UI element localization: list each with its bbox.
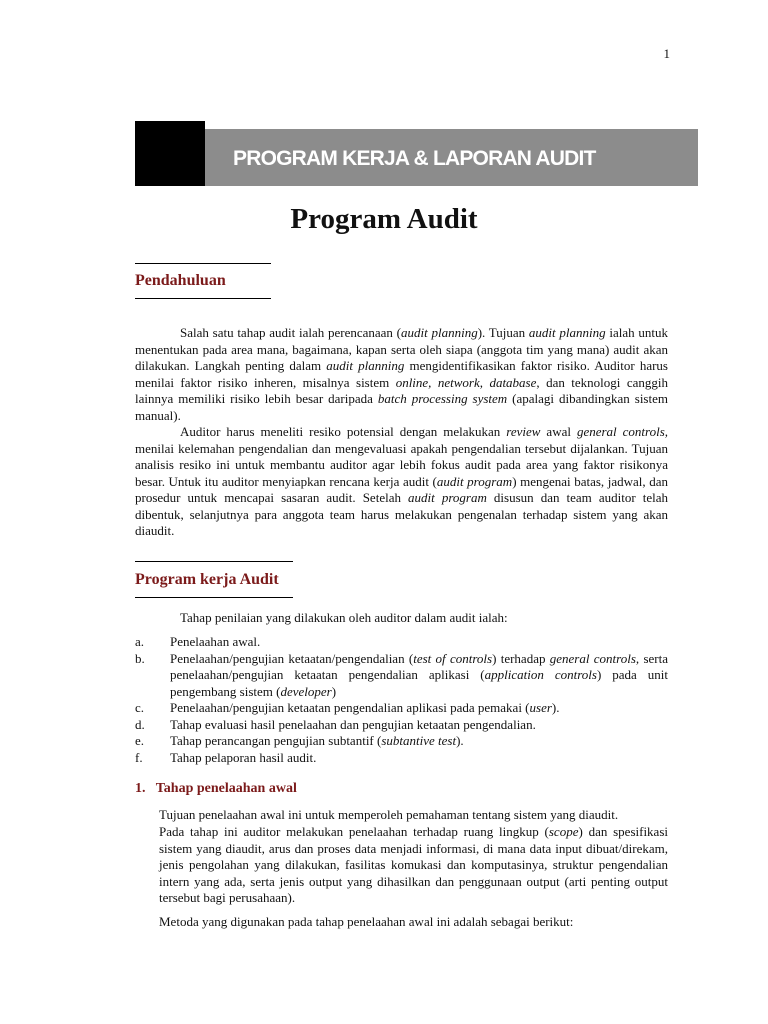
list-item [135, 700, 668, 717]
heading-rule-bottom [135, 298, 271, 299]
text-run: menilai kelemahan pengendalian dan mengevaluasi apakah pengendalian tersebut dijalankan. Tujuan analisis resiko ini untuk membantu auditor agar lebih fokus audit pada area yang faktor risikonya besar. Untuk itu auditor menyiapkan rencana kerja audit ( [135, 440, 668, 489]
section-heading-program-kerja: Program kerja Audit [135, 571, 279, 588]
page-title: Program Audit [290, 203, 478, 235]
text-run: ). [456, 733, 464, 748]
subsection-line-3: Metoda yang digunakan pada tahap penelaahan awal ini adalah sebagai berikut: [159, 914, 574, 929]
banner-white-stripe [205, 121, 698, 129]
list-marker: d. [135, 716, 145, 732]
list-item [135, 733, 668, 750]
text-run: Auditor harus meneliti resiko potensial dengan melakukan [180, 424, 507, 439]
text-run: Tahap evaluasi hasil penelaahan dan pengujian ketaatan pengendalian. [170, 716, 536, 732]
text-run: Penelaahan/pengujian ketaatan/pengendalian ( [170, 650, 414, 666]
text-run: ). [551, 700, 560, 715]
text-run: Tahap perancangan pengujian subtantif ( [170, 733, 382, 748]
list-marker: a. [135, 634, 145, 649]
list-marker: f. [135, 749, 143, 765]
text-run: ) mengenai batas, jadwal, dan prosedur untuk mencapai sasaran audit. Setelah [135, 473, 669, 505]
section-heading-pendahuluan: Pendahuluan [135, 272, 226, 289]
text-run: ialah untuk menentukan pada area mana, bagaimana, kapan serta oleh siapa (anggota tim yang mana) audit akan dilakukan. Langkah penting dalam [135, 325, 668, 373]
italic-term: batch processing system [377, 391, 508, 406]
text-run: Penelaahan awal. [170, 634, 261, 649]
italic-term: review [506, 424, 541, 439]
italic-term: application controls [484, 667, 597, 682]
italic-term: general controls, [549, 650, 640, 666]
italic-term: audit program [408, 490, 487, 505]
text-run: Penelaahan/pengujian ketaatan pengendalian aplikasi pada pemakai ( [170, 700, 530, 715]
italic-term: test of controls [413, 650, 493, 666]
text-run: (apalagi dibandingkan sistem manual). [135, 391, 668, 423]
italic-term: audit planning [401, 325, 478, 340]
list-item [135, 750, 668, 767]
list-marker: c. [135, 700, 145, 715]
page-number: 1 [663, 46, 670, 61]
list-marker: b. [135, 650, 145, 666]
text-run: , dan teknologi canggih lainnya memiliki risiko lebih besar daripada [135, 374, 668, 406]
audit-stages-list [135, 634, 668, 766]
italic-term: scope [548, 824, 579, 839]
text-run: disusun dan team auditor telah dibentuk, selanjutnya para anggota team harus melakukan pengenalan terhadap sistem yang akan diaudit. [135, 490, 668, 538]
subsection-paragraph-2 [159, 824, 668, 907]
text-run: ) dan spesifikasi sistem yang diaudit, arus dan proses data menjadi informasi, di mana data input dibuat/direkam, jenis pengolahan yang dilakukan, fasilitas komukasi dan komputasinya, struktur pengendalian intern yang ada, serta jenis output yang dihasilkan dan penggunaan output (arti penting output tersebut bagi perusahaan). [159, 824, 669, 905]
italic-term: developer [280, 683, 332, 699]
text-run: mengidentifikasikan faktor risiko. Auditor harus menilai faktor risiko inheren, misalnya sistem [135, 358, 668, 390]
italic-term: subtantive test [381, 733, 457, 748]
italic-term: audit planning [326, 358, 405, 373]
banner-black-block [135, 121, 205, 186]
text-run: awal [540, 424, 577, 439]
heading-rule-top [135, 561, 293, 562]
text-run: Salah satu tahap audit ialah perencanaan ( [180, 325, 401, 340]
text-run: Pada tahap ini auditor melakukan penelaahan terhadap ruang lingkup ( [159, 824, 549, 839]
list-item [135, 651, 668, 701]
italic-term: general controls, [576, 424, 668, 439]
list-item [135, 634, 668, 651]
italic-term: audit planning [528, 325, 606, 340]
text-run: ) [331, 683, 337, 699]
heading-rule-bottom [135, 597, 293, 598]
list-item [135, 717, 668, 734]
italic-term: online, network, database [395, 374, 537, 390]
stages-intro: Tahap penilaian yang dilakukan oleh auditor dalam audit ialah: [180, 610, 508, 625]
heading-rule-top [135, 263, 271, 264]
subsection-line-1: Tujuan penelaahan awal ini untuk memperoleh pemahaman tentang sistem yang diaudit. [159, 807, 619, 822]
list-marker: e. [135, 733, 145, 748]
italic-term: audit program [436, 473, 513, 489]
italic-term: user [529, 700, 552, 715]
intro-paragraph-2 [135, 424, 668, 540]
text-run: Tahap pelaporan hasil audit. [170, 749, 317, 765]
text-run: serta penelaahan/pengujian ketaatan pengendalian aplikasi ( [170, 650, 668, 682]
text-run: ). Tujuan [477, 325, 529, 340]
chapter-banner [135, 121, 698, 186]
intro-paragraph-1 [135, 325, 668, 424]
text-run: ) terhadap [492, 650, 550, 666]
chapter-title: PROGRAM KERJA & LAPORAN AUDIT [233, 147, 596, 170]
text-run: ) pada unit pengembang sistem ( [170, 667, 668, 699]
subsection-heading-penelaahan-awal: 1. Tahap penelaahan awal [135, 781, 297, 796]
